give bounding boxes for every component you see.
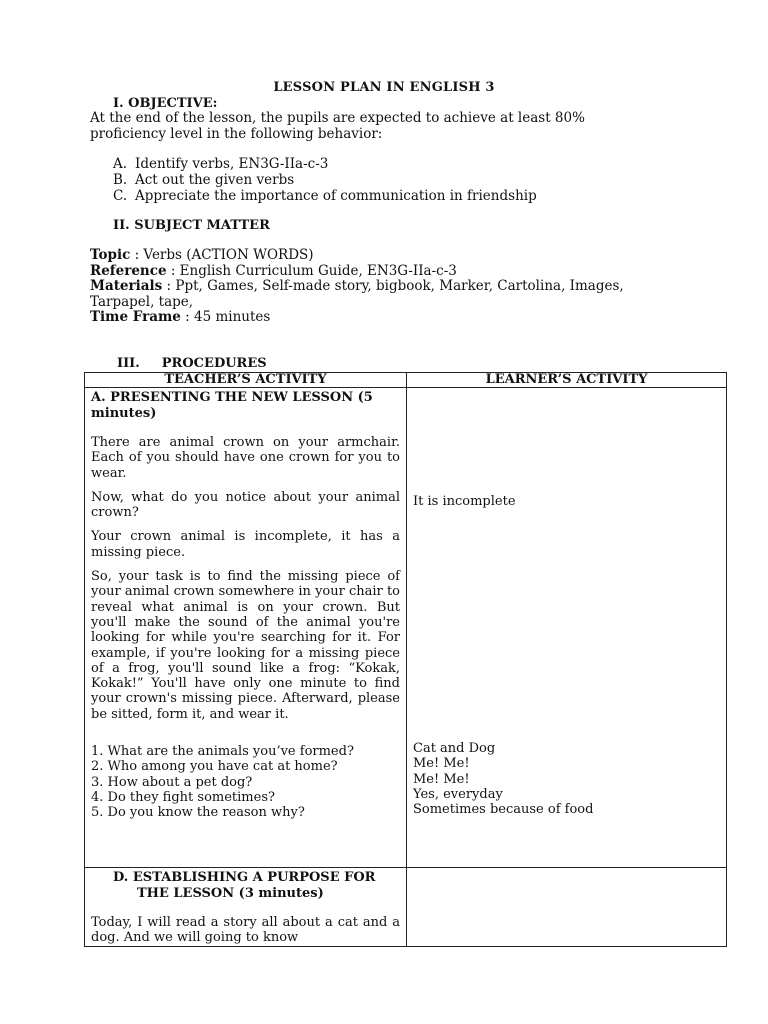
list-item: Sometimes because of food [413,802,594,818]
objective-item: B. Act out the given verbs [113,172,295,188]
table-row [85,868,727,947]
list-item: Me! Me! [413,756,470,772]
materials-line: Materials : Ppt, Games, Self-made story, bigbook, Marker, Cartolina, Images, Tarpapel, tape, [90,278,624,310]
section-a-paragraph: So, your task is to find the missing piece of your animal crown somewhere in your chair to reveal what animal is on your crown. But you'll make the sound of the animal you're looking for while you're searching for it. For example, if you're looking for a missing piece of a frog, you'll sound like a frog: “Kokak, Kokak!” You'll have only one minute to find your crown's missing piece. Afterward, please be sitted, form it, and wear it. [91,569,400,722]
objective-list [113,156,537,204]
objective-item: C. Appreciate the importance of communication in friendship [113,188,537,204]
procedures-table [84,372,727,947]
list-item: 4. Do they fight sometimes? [91,789,275,805]
teacher-cell-a [85,388,407,868]
section-a-heading: A. PRESENTING THE NEW LESSON (5 minutes) [91,390,373,421]
subject-matter-heading: II. SUBJECT MATTER [113,218,270,233]
list-item: Yes, everyday [413,786,503,802]
section-a-paragraph: Now, what do you notice about your animal crown? [91,489,400,521]
document-title: LESSON PLAN IN ENGLISH 3 [273,80,495,95]
objective-intro: At the end of the lesson, the pupils are expected to achieve at least 80% proficiency level in the following behavior: [90,110,585,142]
objective-item: A. Identify verbs, EN3G-IIa-c-3 [113,156,329,172]
learner-responses [413,741,593,817]
list-item: 2. Who among you have cat at home? [91,759,338,775]
reference-line: Reference : English Curriculum Guide, EN3G-IIa-c-3 [90,262,457,279]
section-a-paragraph: There are animal crown on your armchair. Each of you should have one crown for you to wear. [91,435,400,481]
question-list [91,744,400,820]
learner-cell-d [407,868,727,947]
table-row [85,388,727,868]
section-a-paragraph: Your crown animal is incomplete, it has a missing piece. [91,529,400,560]
list-item: Me! Me! [413,771,470,787]
table-header-row [85,373,727,388]
section-d-paragraph: Today, I will read a story all about a cat and a dog. And we will going to know [91,915,400,946]
procedures-heading: III. PROCEDURES [117,356,267,371]
section-d-heading: D. ESTABLISHING A PURPOSE FOR THE LESSON (3 minutes) [113,870,376,901]
teacher-activity-header: TEACHER’S ACTIVITY [85,373,407,388]
timeframe-line: Time Frame : 45 minutes [90,309,271,325]
list-item: 5. Do you know the reason why? [91,805,305,821]
learner-cell-a [407,388,727,868]
list-item: Cat and Dog [413,741,496,756]
list-item: 3. How about a pet dog? [91,774,253,790]
subject-matter-details [90,248,690,326]
learner-response: It is incomplete [413,494,516,509]
learner-activity-header: LEARNER’S ACTIVITY [407,373,727,388]
objective-heading: I. OBJECTIVE: [113,96,218,111]
teacher-cell-d [85,868,407,947]
list-item: 1. What are the animals you’ve formed? [91,744,354,760]
topic-line: Topic : Verbs (ACTION WORDS) [90,247,314,263]
